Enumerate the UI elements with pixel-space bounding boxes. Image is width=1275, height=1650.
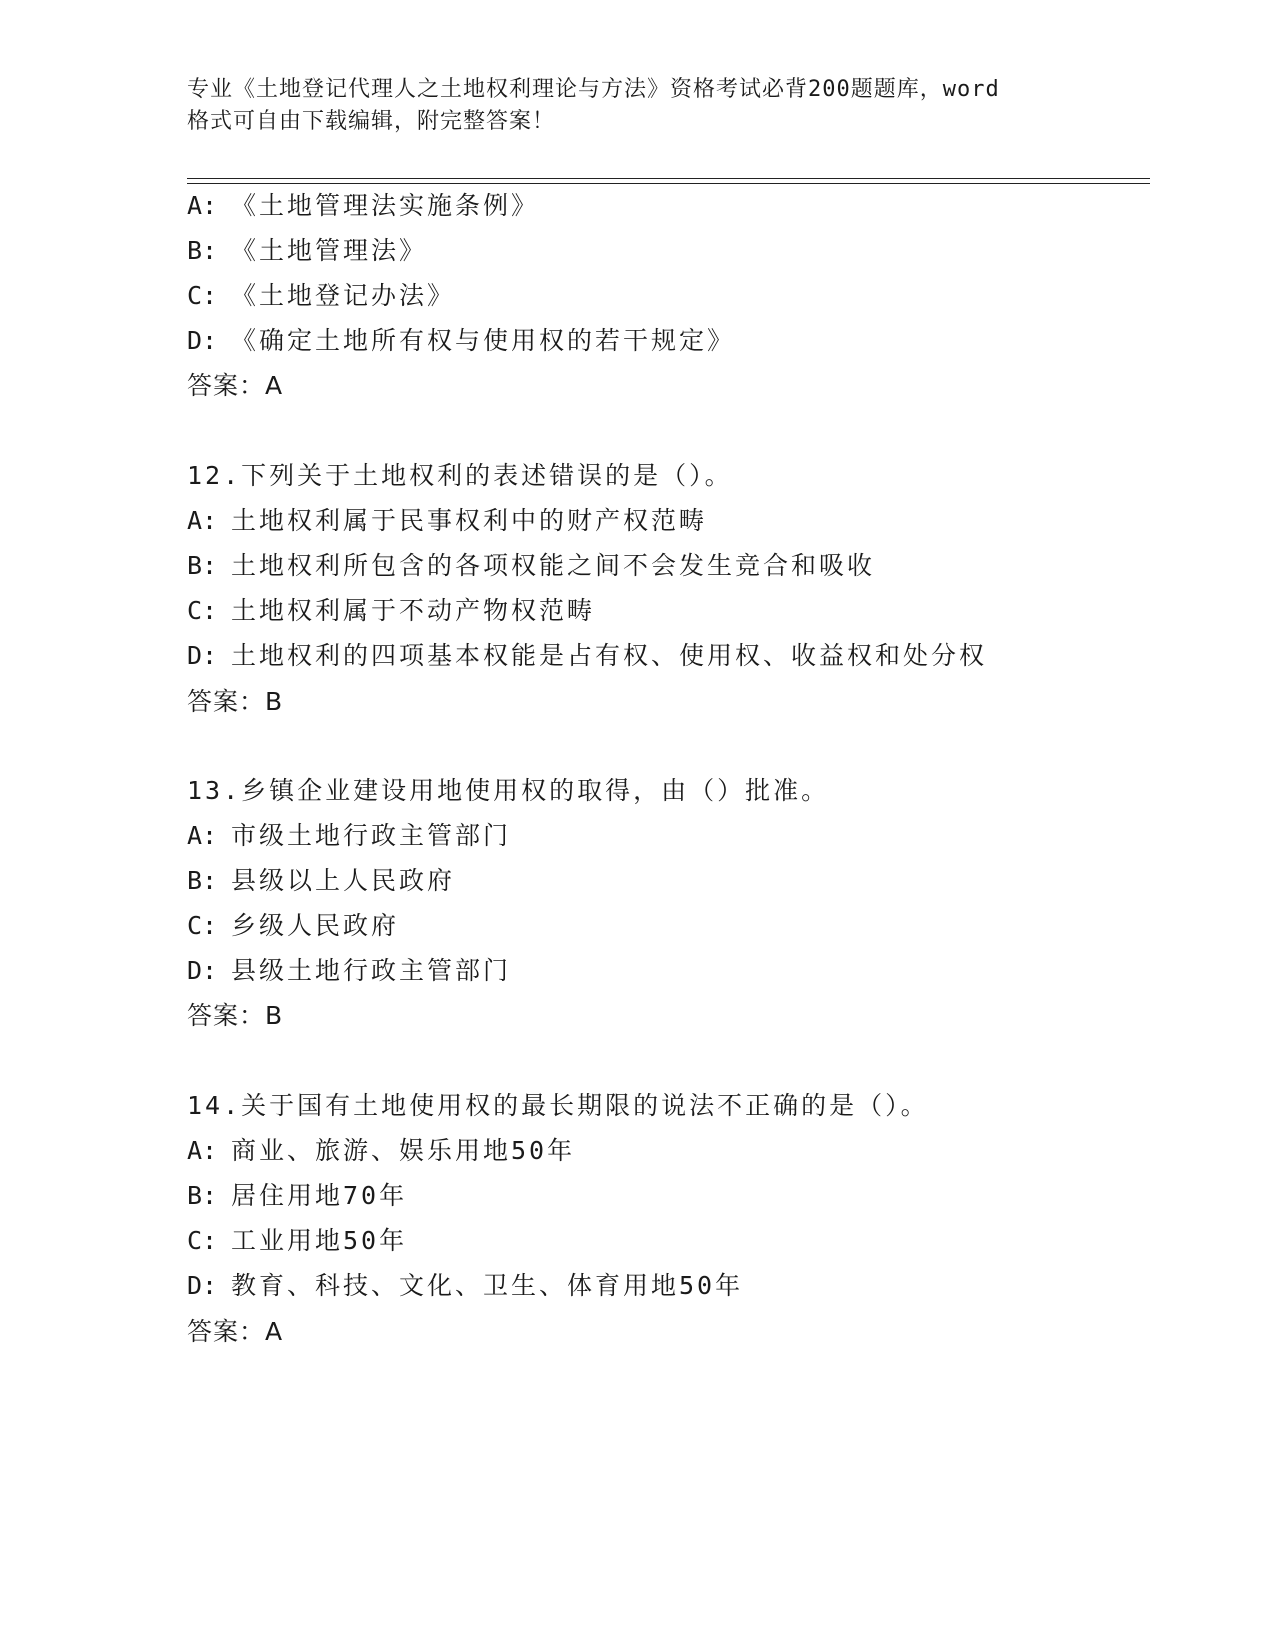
option-text: 商业、旅游、娱乐用地50年 xyxy=(231,1136,576,1165)
q14-option-c xyxy=(187,1225,407,1257)
q14-option-d xyxy=(187,1270,743,1302)
q13-stem: 13.乡镇企业建设用地使用权的取得，由（）批准。 xyxy=(187,776,830,805)
option-label: D: xyxy=(187,641,218,670)
prev-option-c xyxy=(187,280,455,312)
option-label: C: xyxy=(187,281,218,310)
option-text: 市级土地行政主管部门 xyxy=(231,821,512,850)
q12-option-c xyxy=(187,595,595,627)
option-text: 土地权利属于民事权利中的财产权范畴 xyxy=(231,506,708,535)
option-label: A: xyxy=(187,821,218,850)
prev-option-d xyxy=(187,325,735,357)
option-label: C: xyxy=(187,596,218,625)
q13-option-b xyxy=(187,865,455,897)
q14-stem: 14.关于国有土地使用权的最长期限的说法不正确的是（）。 xyxy=(187,1091,929,1120)
option-text: 《土地管理法实施条例》 xyxy=(231,191,540,220)
option-text: 乡级人民政府 xyxy=(231,911,400,940)
option-label: A: xyxy=(187,1136,218,1165)
q14-option-b xyxy=(187,1180,407,1212)
option-label: B: xyxy=(187,1181,218,1210)
header-line-2: 格式可自由下载编辑，附完整答案！ xyxy=(187,109,556,134)
option-label: B: xyxy=(187,236,218,265)
option-text: 教育、科技、文化、卫生、体育用地50年 xyxy=(231,1271,744,1300)
header-line-1: 专业《土地登记代理人之土地权利理论与方法》资格考试必背200题题库，word xyxy=(187,77,1000,102)
option-label: A: xyxy=(187,191,218,220)
q12-option-b xyxy=(187,550,875,582)
q12-answer: 答案：B xyxy=(187,687,284,716)
q12-option-d xyxy=(187,640,987,672)
q12-stem: 12.下列关于土地权利的表述错误的是（）。 xyxy=(187,461,733,490)
header-divider-bottom xyxy=(187,183,1150,184)
option-text: 工业用地50年 xyxy=(231,1226,408,1255)
option-label: D: xyxy=(187,326,218,355)
q13-option-d xyxy=(187,955,511,987)
q12-option-a xyxy=(187,505,707,537)
option-text: 县级以上人民政府 xyxy=(231,866,456,895)
option-label: D: xyxy=(187,1271,218,1300)
prev-option-b xyxy=(187,235,427,267)
q13-option-c xyxy=(187,910,399,942)
option-label: A: xyxy=(187,506,218,535)
option-label: B: xyxy=(187,551,218,580)
q14-option-a xyxy=(187,1135,575,1167)
option-text: 《确定土地所有权与使用权的若干规定》 xyxy=(231,326,736,355)
option-label: D: xyxy=(187,956,218,985)
q13-answer: 答案：B xyxy=(187,1001,284,1030)
option-label: B: xyxy=(187,866,218,895)
option-text: 土地权利所包含的各项权能之间不会发生竞合和吸收 xyxy=(231,551,876,580)
option-label: C: xyxy=(187,911,218,940)
q13-option-a xyxy=(187,820,511,852)
option-text: 土地权利属于不动产物权范畴 xyxy=(231,596,596,625)
option-text: 《土地登记办法》 xyxy=(231,281,456,310)
document-header xyxy=(187,74,1087,138)
prev-answer: 答案：A xyxy=(187,371,284,400)
option-text: 土地权利的四项基本权能是占有权、使用权、收益权和处分权 xyxy=(231,641,988,670)
option-text: 居住用地70年 xyxy=(231,1181,408,1210)
option-text: 县级土地行政主管部门 xyxy=(231,956,512,985)
q14-answer: 答案：A xyxy=(187,1317,284,1346)
option-label: C: xyxy=(187,1226,218,1255)
option-text: 《土地管理法》 xyxy=(231,236,428,265)
header-divider-top xyxy=(187,178,1150,179)
prev-option-a xyxy=(187,190,539,222)
